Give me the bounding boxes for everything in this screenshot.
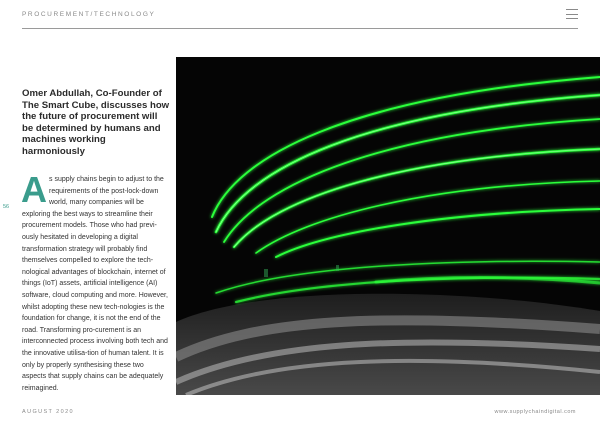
article-standfirst: Omer Abdullah, Co-Founder of The Smart Cube, discusses how the future of procurement will be determined by humans and machines working harmoniously <box>22 88 170 157</box>
header-divider <box>22 28 578 29</box>
article-body <box>21 169 168 394</box>
article-body-text: s supply chains begin to adjust to the requirements of the post-lock-down world, many companies will be exploring the best ways to streamline their procurement models. Those who had previ-ously hesitated in developing a digital transformation strategy will probably find themselves compelled to explore the tech-nological advantages of blockchain, internet of things (IoT) assets, artificial intelligence (AI) software, cloud computing and more. However, whilst adopting these new tech-nologies is the foundation for change, it is not the end of the road. Transforming pro-curement is an interconnected process involving both tech and the innovative utilisa-tion of human talent. It is only by properly synthesising these two aspects that supply chains can be adequately reimagined. <box>22 176 168 392</box>
hero-image <box>176 57 600 395</box>
footer-date: AUGUST 2020 <box>22 409 74 415</box>
page-number-left: 56 <box>3 204 10 210</box>
section-label: PROCUREMENT/TECHNOLOGY <box>22 11 156 18</box>
drop-cap: A <box>21 169 47 210</box>
hamburger-menu-icon[interactable] <box>566 9 578 19</box>
footer-website-link[interactable]: www.supplychaindigital.com <box>494 409 576 415</box>
